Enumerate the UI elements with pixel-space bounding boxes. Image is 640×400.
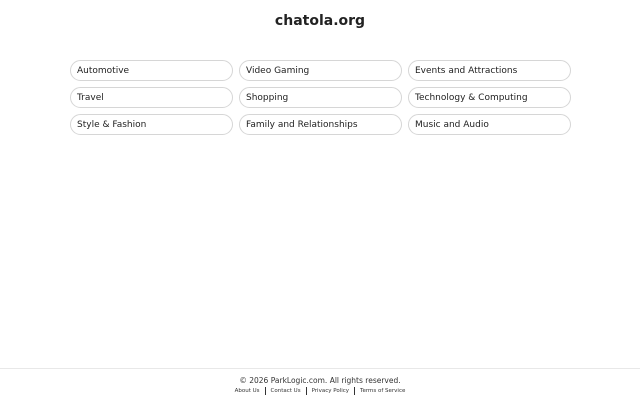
contact-us-link[interactable]: Contact Us — [270, 388, 301, 394]
category-video-gaming[interactable]: Video Gaming — [239, 60, 402, 81]
category-automotive[interactable]: Automotive — [70, 60, 233, 81]
site-title: chatola.org — [274, 13, 366, 29]
category-style-fashion[interactable]: Style & Fashion — [70, 114, 233, 135]
category-travel[interactable]: Travel — [70, 87, 233, 108]
footer-links — [0, 387, 640, 395]
category-grid — [70, 60, 570, 135]
copyright-text: © 2026 ParkLogic.com. All rights reserved. — [239, 376, 401, 385]
terms-of-service-link[interactable]: Terms of Service — [360, 388, 406, 394]
category-technology-computing[interactable]: Technology & Computing — [408, 87, 571, 108]
about-us-link[interactable]: About Us — [234, 388, 260, 394]
category-shopping[interactable]: Shopping — [239, 87, 402, 108]
category-family-and-relationships[interactable]: Family and Relationships — [239, 114, 402, 135]
category-music-and-audio[interactable]: Music and Audio — [408, 114, 571, 135]
footer — [0, 368, 640, 400]
category-events-and-attractions[interactable]: Events and Attractions — [408, 60, 571, 81]
privacy-policy-link[interactable]: Privacy Policy — [311, 388, 350, 394]
